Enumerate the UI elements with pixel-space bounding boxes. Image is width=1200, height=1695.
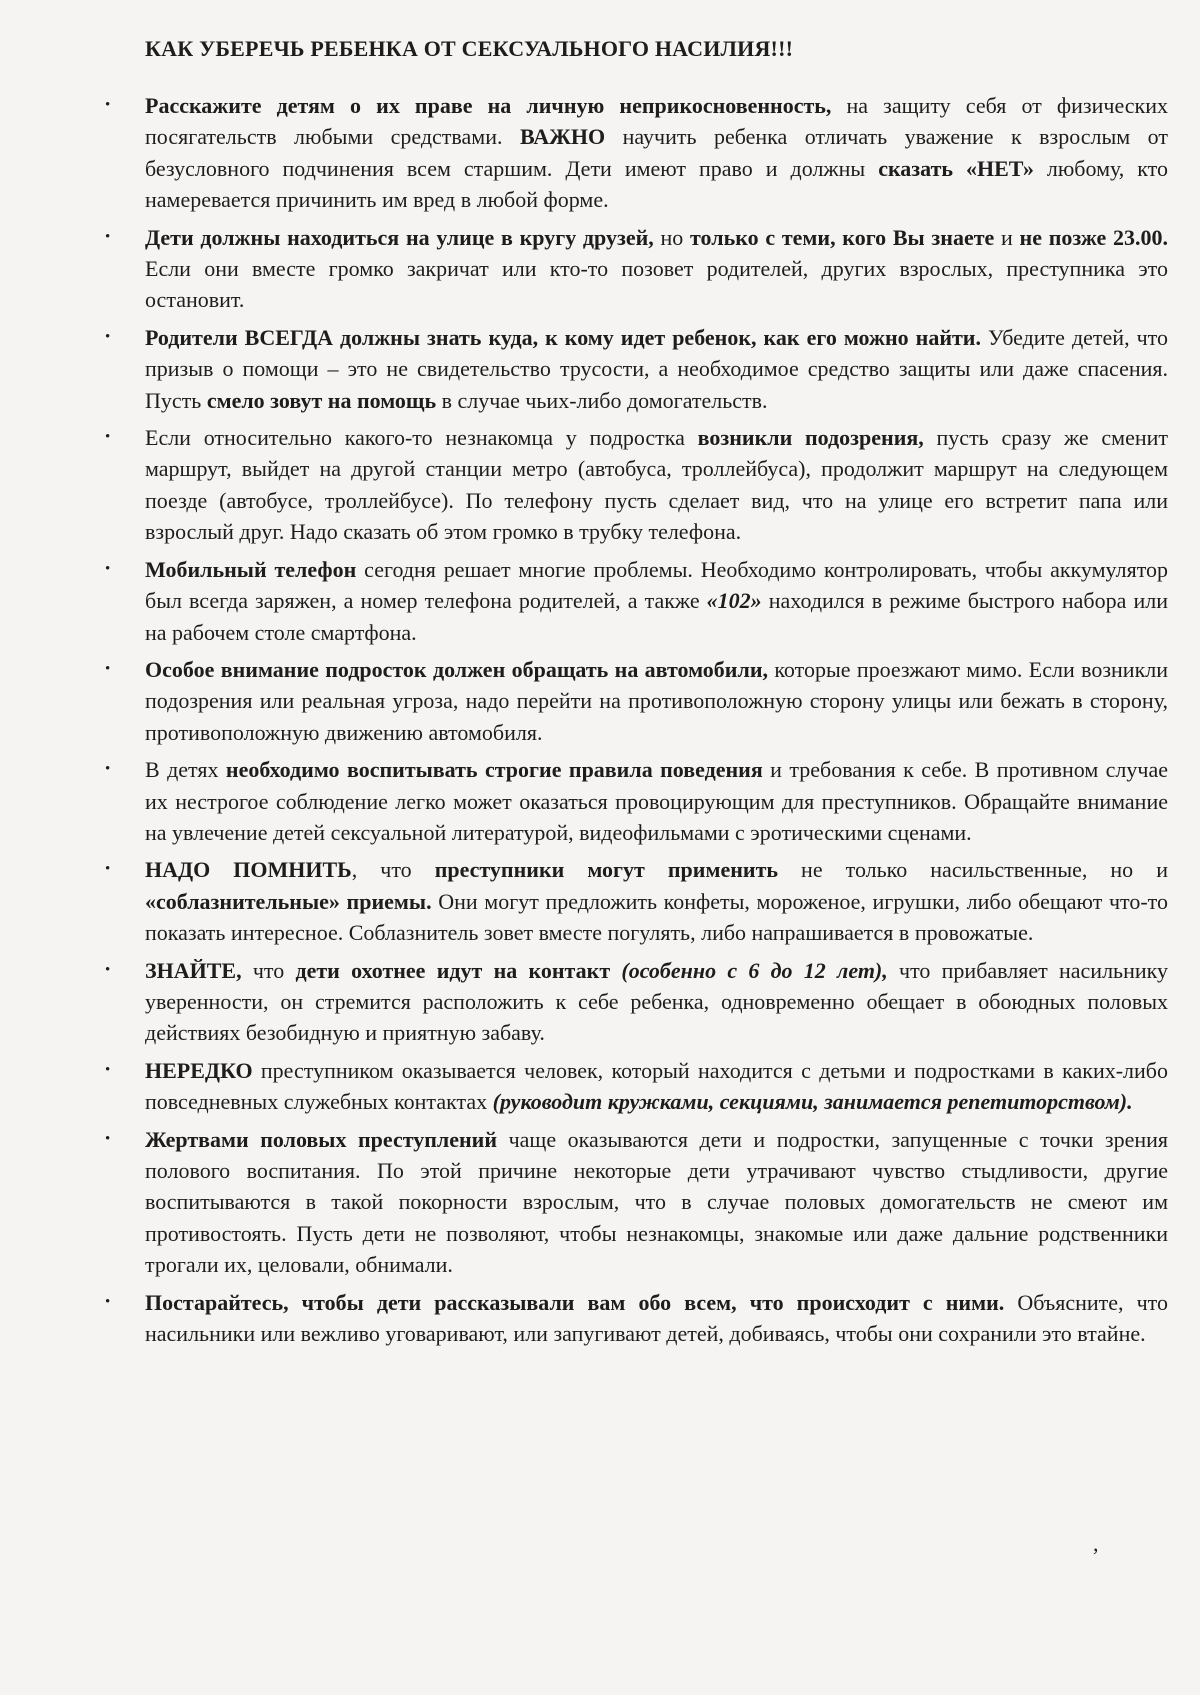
trailing-mark: ,: [1093, 1531, 1099, 1556]
list-item: • Жертвами половых преступлений чаще оказываются дети и подростки, запущенные с точки зрения полового воспитания. По этой причине некоторые дети утрачивают чувство стыдливости, другие воспитываются в такой покорности взрослым, что в случае половых домогательств не смеют им противостоять. Пусть дети не позволяют, чтобы незнакомцы, знакомые или даже дальние родственники трогали их, целовали, обнимали.: [105, 1124, 1168, 1281]
list-item: • Если относительно какого-то незнакомца у подростка возникли подозрения, пусть сразу же сменит маршрут, выйдет на другой станции метро (автобуса, троллейбуса), продолжит маршрут на следующем поезде (автобусе, троллейбусе). По телефону пусть сделает вид, что на улице его встретит папа или взрослый друг. Надо сказать об этом громко в трубку телефона.: [105, 422, 1168, 548]
list-item: • Расскажите детям о их праве на личную неприкосновенность, на защиту себя от физических посягательств любыми средствами. ВАЖНО научить ребенка отличать уважение к взрослым от безусловного подчинения всем старшим. Дети имеют право и должны сказать «НЕТ» любому, кто намеревается причинить им вред в любой форме.: [105, 90, 1168, 216]
list-item: • Особое внимание подросток должен обращать на автомобили, которые проезжают мимо. Если возникли подозрения или реальная угроза, надо перейти на противоположную сторону улицы или бежать в сторону, противоположную движению автомобиля.: [105, 654, 1168, 748]
list-item: • Родители ВСЕГДА должны знать куда, к кому идет ребенок, как его можно найти. Убедите детей, что призыв о помощи – это не свидетельство трусости, а необходимое средство защиты или даже спасения. Пусть смело зовут на помощь в случае чьих-либо домогательств.: [105, 322, 1168, 416]
list-item: • Постарайтесь, чтобы дети рассказывали вам обо всем, что происходит с ними. Объясните, что насильники или вежливо уговаривают, или запугивают детей, добиваясь, чтобы они сохранили это втайне.: [105, 1287, 1168, 1350]
advice-list: [105, 90, 1168, 1349]
list-item: • НЕРЕДКО преступником оказывается человек, который находится с детьми и подростками в каких-либо повседневных служебных контактах (руководит кружками, секциями, занимается репетиторством).: [105, 1055, 1168, 1118]
list-item: • Мобильный телефон сегодня решает многие проблемы. Необходимо контролировать, чтобы аккумулятор был всегда заряжен, а номер телефона родителей, а также «102» находился в режиме быстрого набора или на рабочем столе смартфона.: [105, 554, 1168, 648]
list-item: • ЗНАЙТЕ, что дети охотнее идут на контакт (особенно с 6 до 12 лет), что прибавляет насильнику уверенности, он стремится расположить к себе ребенка, одновременно обещает в обоюдных половых действиях безобидную и приятную забаву.: [105, 955, 1168, 1049]
list-item: • В детях необходимо воспитывать строгие правила поведения и требования к себе. В противном случае их нестрогое соблюдение легко может оказаться провоцирующим для преступников. Обращайте внимание на увлечение детей сексуальной литературой, видеофильмами с эротическими сценами.: [105, 754, 1168, 848]
list-item: • Дети должны находиться на улице в кругу друзей, но только с теми, кого Вы знаете и не позже 23.00. Если они вместе громко закричат или кто-то позовет родителей, других взрослых, преступника это остановит.: [105, 222, 1168, 316]
page-title: КАК УБЕРЕЧЬ РЕБЕНКА ОТ СЕКСУАЛЬНОГО НАСИЛИЯ!!!: [145, 36, 794, 61]
list-item: • НАДО ПОМНИТЬ, что преступники могут применить не только насильственные, но и «соблазнительные» приемы. Они могут предложить конфеты, мороженое, игрушки, либо обещают что-то показать интересное. Соблазнитель зовет вместе погулять, либо напрашивается в провожатые.: [105, 854, 1168, 948]
